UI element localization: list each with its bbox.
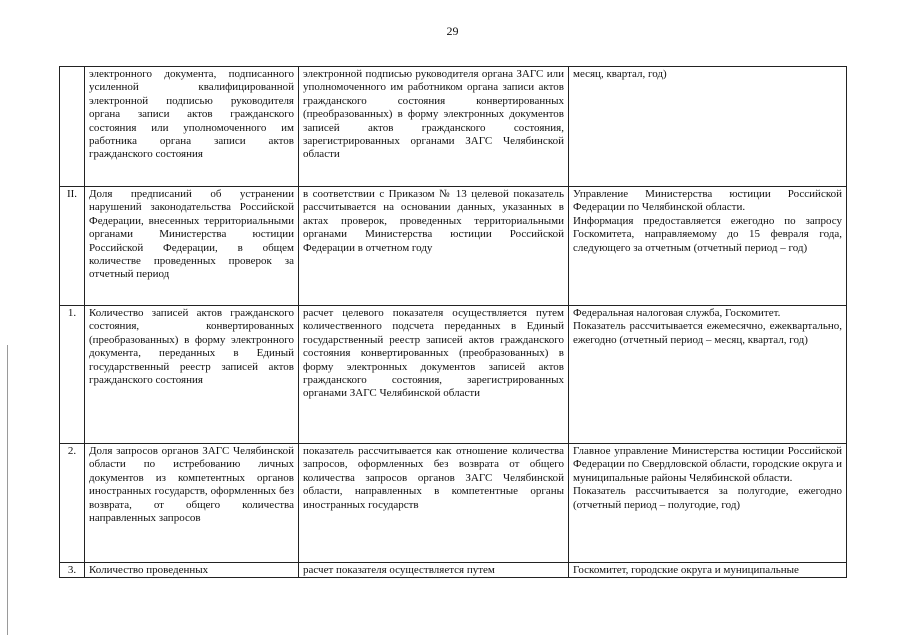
source-text: Главное управление Министерства юстиции Российской Федерации по Свердловской области, городские округа и муниципальные районы Челябинской области. — [573, 445, 842, 484]
source-text: месяц, квартал, год) — [573, 68, 667, 80]
indicator-cell: Количество проведенных — [85, 563, 299, 578]
source-cell — [569, 444, 847, 563]
row-number: 2. — [60, 444, 85, 563]
source-text: Федеральная налоговая служба, Госкомитет. — [573, 307, 781, 319]
indicators-table — [59, 66, 847, 578]
indicator-cell: Доля запросов органов ЗАГС Челябинской области по истребованию личных документов из компетентных органов иностранных государств, оформленных без возврата, от общего количества направленных запросов — [85, 444, 299, 563]
source-text: Управление Министерства юстиции Российской Федерации по Челябинской области. — [573, 188, 842, 214]
indicator-cell: Количество записей актов гражданского состояния, конвертированных (преобразованных) в форму электронного документа, переданных в Единый государственный реестр записей актов гражданского состояния — [85, 306, 299, 444]
source-cell — [569, 563, 847, 578]
method-cell: показатель рассчитывается как отношение количества запросов, оформленных без возврата от общего количества запросов органов ЗАГС Челябинской области, направленных в компетентные органы иностранных государств — [299, 444, 569, 563]
table-row — [60, 444, 847, 563]
method-cell: расчет целевого показателя осуществляется путем количественного подсчета переданных в Единый государственный реестр записей актов гражданского состояния конвертированных (преобразованных) в форму электронных документов записей актов гражданского состояния, зарегистрированных органами ЗАГС Челябинской области — [299, 306, 569, 444]
table-row — [60, 563, 847, 578]
table-row — [60, 67, 847, 187]
method-cell: расчет показателя осуществляется путем — [299, 563, 569, 578]
row-number: 3. — [60, 563, 85, 578]
source-note: Информация предоставляется ежегодно по запросу Госкомитета, направляемому до 15 февраля года, следующего за отчетным (отчетный период – год) — [573, 214, 842, 254]
table-row — [60, 306, 847, 444]
source-note: Показатель рассчитывается за полугодие, ежегодно (отчетный период – полугодие, год) — [573, 485, 842, 511]
source-note: Показатель рассчитывается ежемесячно, ежеквартально, ежегодно (отчетный период – месяц, квартал, год) — [573, 320, 842, 346]
source-cell — [569, 306, 847, 444]
source-cell — [569, 67, 847, 187]
scan-margin-line — [7, 345, 8, 635]
table-row — [60, 187, 847, 306]
row-number: II. — [60, 187, 85, 306]
indicator-cell: электронного документа, подписанного усиленной квалифицированной электронной подписью руководителя органа записи актов гражданского состояния или уполномоченного им работника органа записи актов гражданского состояния — [85, 67, 299, 187]
indicator-cell: Доля предписаний об устранении нарушений законодательства Российской Федерации, внесенных территориальными органами Министерства юстиции Российской Федерации, в общем количестве проведенных проверок за отчетный период — [85, 187, 299, 306]
method-cell: в соответствии с Приказом № 13 целевой показатель рассчитывается на основании данных, указанных в актах проверок, проведенных территориальными органами Министерства юстиции Российской Федерации в отчетном году — [299, 187, 569, 306]
source-cell — [569, 187, 847, 306]
row-number: 1. — [60, 306, 85, 444]
page-number: 29 — [446, 24, 459, 38]
source-text: Госкомитет, городские округа и муниципальные — [573, 564, 799, 576]
row-number — [60, 67, 85, 187]
method-cell: электронной подписью руководителя органа ЗАГС или уполномоченного им работником органа записи актов гражданского состояния конвертированных (преобразованных) в форму электронных документов записей актов гражданского состояния, зарегистрированных органами ЗАГС Челябинской области — [299, 67, 569, 187]
